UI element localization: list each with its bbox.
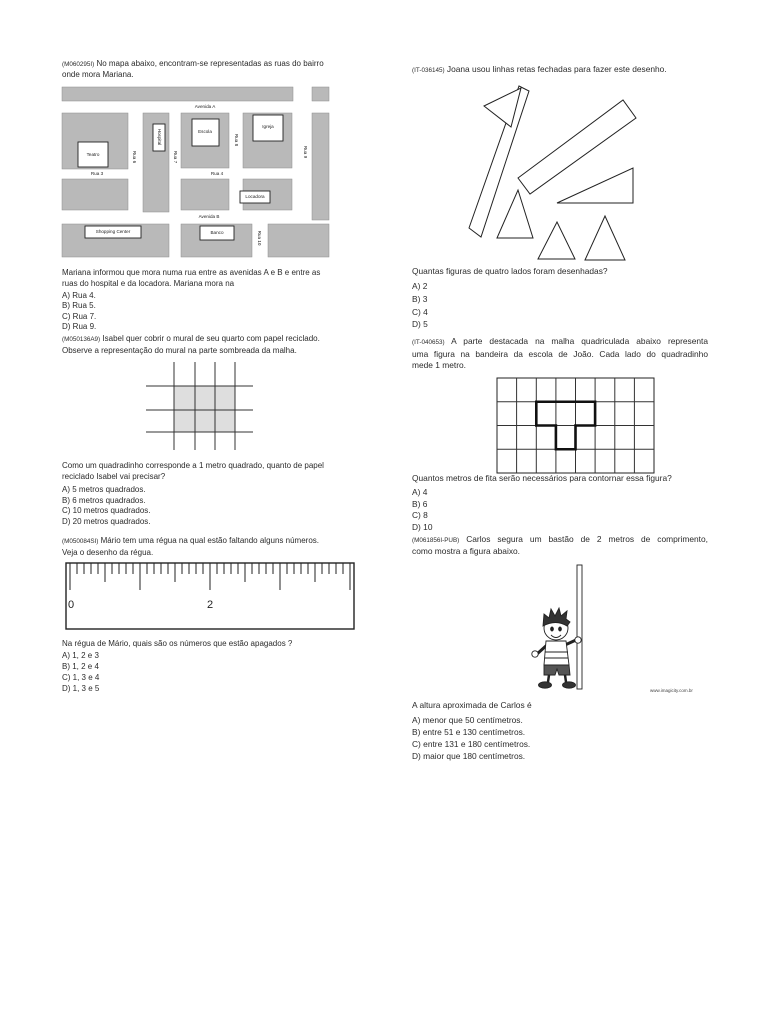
triangle <box>497 190 533 238</box>
boy-shorts <box>544 665 570 675</box>
map-label-rua-4: Rua 4 <box>210 171 224 177</box>
q6-prompt <box>412 700 708 711</box>
boy-right-hand <box>575 637 581 643</box>
q5-stem-line: mede 1 metro. <box>412 360 466 370</box>
q4-stem-line <box>412 64 708 76</box>
q4-stem-text: Joana usou linhas retas fechadas para fazer este desenho. <box>446 64 667 74</box>
q4-code: (IT-036145) <box>412 67 445 74</box>
q1-code: (M060295I) <box>62 61 95 68</box>
boy-eye <box>559 627 562 631</box>
triangle <box>538 222 575 259</box>
q5-option-a: A) 4 <box>412 487 428 497</box>
q5-stem-line <box>412 336 708 349</box>
q2-option-a: A) 5 metros quadrados. <box>62 485 146 494</box>
map-label-teatro: Teatro <box>86 152 100 158</box>
q2-stem-line <box>62 333 320 345</box>
q3-stem-text: Mário tem uma régua na qual estão faltando alguns números. <box>100 536 319 545</box>
q2-options <box>62 485 151 528</box>
q5-option-c: C) 8 <box>412 510 428 520</box>
map-label-rua-9: Rua 9 <box>302 145 308 159</box>
neighborhood-map <box>60 84 332 260</box>
q4-option-d: D) 5 <box>412 319 428 330</box>
map-block <box>312 113 329 220</box>
q4-options <box>412 280 708 331</box>
map-label-igreja: Igreja <box>262 124 274 130</box>
map-label-rua-10: Rua 10 <box>256 230 262 246</box>
q6-option-d: D) maior que 180 centímetros. <box>412 751 526 761</box>
q1-option-c: C) Rua 7. <box>62 311 97 321</box>
q6-stem <box>412 534 708 557</box>
q2-stem <box>62 333 320 356</box>
map-label-rua-7: Rua 7 <box>172 150 178 164</box>
q2-stem-text: Isabel quer cobrir o mural de seu quarto com papel reciclado. <box>102 334 320 343</box>
right-triangle <box>557 168 633 203</box>
illustration-credit: www.imagicity.com.br <box>650 688 693 693</box>
map-block <box>268 224 329 257</box>
q3-option-c: C) 1, 3 e 4 <box>62 673 100 682</box>
q1-prompt-line: Mariana informou que mora numa rua entre as avenidas A e B e entre as <box>62 268 321 277</box>
q6-option-b: B) entre 51 e 130 centímetros. <box>412 727 526 737</box>
q5-stem <box>412 336 708 372</box>
q3-stem <box>62 535 319 558</box>
map-block <box>62 179 128 210</box>
flag-grid <box>495 376 657 476</box>
ruler <box>63 560 357 632</box>
q3-prompt <box>62 638 292 649</box>
q3-code: (M050084SI) <box>62 538 99 545</box>
boy-with-pole-illustration <box>530 562 610 694</box>
q1-stem-line: onde mora Mariana. <box>62 70 134 79</box>
pole <box>577 565 582 689</box>
map-block <box>312 87 329 101</box>
ruler-label-0: 0 <box>68 599 75 611</box>
q4-option-c: C) 4 <box>412 306 428 317</box>
q5-option-b: B) 6 <box>412 498 428 509</box>
boy <box>532 608 581 688</box>
q1-option-b: B) Rua 5. <box>62 301 96 311</box>
q5-stem-text: A parte destacada na malha quadriculada abaixo representa <box>451 336 709 346</box>
q4-prompt-line: Quantas figuras de quatro lados foram desenhadas? <box>412 266 608 276</box>
boy-left-hand <box>532 651 538 657</box>
q6-stem-text: Carlos segura um bastão de 2 metros de comprimento, <box>466 534 708 544</box>
triangle <box>585 216 625 260</box>
map-label-avenida-b: Avenida B <box>198 214 220 220</box>
q2-code: (M050136A9) <box>62 336 101 343</box>
q4-stem <box>412 64 708 76</box>
q2-option-b: B) 6 metros quadrados. <box>62 495 146 505</box>
q2-option-d: D) 20 metros quadrados. <box>62 517 151 527</box>
map-label-avenida-a: Avenida A <box>194 104 216 110</box>
q1-options <box>62 291 96 333</box>
q3-option-b: B) 1, 2 e 4 <box>62 662 99 671</box>
q6-options <box>412 714 708 762</box>
q6-stem-line: como mostra a figura abaixo. <box>412 546 520 556</box>
ruler-label-2: 2 <box>207 599 214 611</box>
boy-shoe <box>539 682 552 688</box>
boy-shoe <box>563 682 576 688</box>
q4-prompt <box>412 266 708 277</box>
q3-option-d: D) 1, 3 e 5 <box>62 684 100 693</box>
boy-shirt <box>544 641 569 665</box>
q3-prompt-line: Na régua de Mário, quais são os números que estão apagados ? <box>62 639 293 648</box>
q6-option-a: A) menor que 50 centímetros. <box>412 715 523 725</box>
q1-stem-text: No mapa abaixo, encontram-se representadas as ruas do bairro <box>96 59 324 68</box>
q1-option-d: D) Rua 9. <box>62 322 97 332</box>
q6-prompt-line: A altura aproximada de Carlos é <box>412 700 532 710</box>
q1-prompt-line: ruas do hospital e da locadora. Mariana mora na <box>62 279 235 288</box>
q2-prompt-line: Como um quadradinho corresponde a 1 metro quadrado, quanto de papel <box>62 461 324 470</box>
q5-option-d: D) 10 <box>412 521 433 532</box>
map-label-escola: Escola <box>198 129 212 135</box>
q5-options <box>412 487 708 533</box>
q6-stem-line <box>412 534 708 546</box>
q1-option-a: A) Rua 4. <box>62 291 96 300</box>
q1-prompt <box>62 267 320 289</box>
q5-code: (IT-040653) <box>412 339 445 346</box>
shaded-mural-area <box>174 386 235 432</box>
q5-stem-line: uma figura na bandeira da escola de João. Cada lado do quadradinho <box>412 348 708 359</box>
q4-option-b: B) 3 <box>412 293 428 304</box>
q2-prompt-line: reciclado Isabel vai precisar? <box>62 472 166 481</box>
closed-shapes-drawing <box>462 82 642 266</box>
q5-prompt-line: Quantos metros de fita serão necessários para contornar essa figura? <box>412 473 672 483</box>
map-label-rua-6: Rua 6 <box>131 150 137 164</box>
boy-eye <box>551 627 554 631</box>
q5-prompt <box>412 473 708 484</box>
map-label-shopping: Shopping Center <box>95 229 131 235</box>
map-label-rua-3: Rua 3 <box>90 171 104 177</box>
q1-stem-line <box>62 59 324 70</box>
q3-option-a: A) 1, 2 e 3 <box>62 651 99 660</box>
q6-code: (M061856I-PUB) <box>412 537 460 544</box>
q1-stem <box>62 59 324 80</box>
map-label-hospital: Hospital <box>156 128 162 146</box>
q4-option-a: A) 2 <box>412 281 428 291</box>
map-block <box>62 87 293 101</box>
boy-leg <box>548 675 549 682</box>
map-label-locadora: Locadora <box>245 194 265 200</box>
map-block <box>181 179 229 210</box>
q3-stem-line: Veja o desenho da régua. <box>62 548 154 557</box>
q6-option-c: C) entre 131 e 180 centímetros. <box>412 739 531 749</box>
q2-stem-line: Observe a representação do mural na parte sombreada da malha. <box>62 346 297 355</box>
mural-grid <box>144 358 256 452</box>
q3-options <box>62 650 99 694</box>
q2-prompt <box>62 460 324 482</box>
map-label-rua-8: Rua 8 <box>233 133 239 147</box>
boy-leg <box>565 675 566 682</box>
q2-option-c: C) 10 metros quadrados. <box>62 506 151 516</box>
map-label-banco: Banco <box>210 230 224 236</box>
q3-stem-line <box>62 535 319 547</box>
